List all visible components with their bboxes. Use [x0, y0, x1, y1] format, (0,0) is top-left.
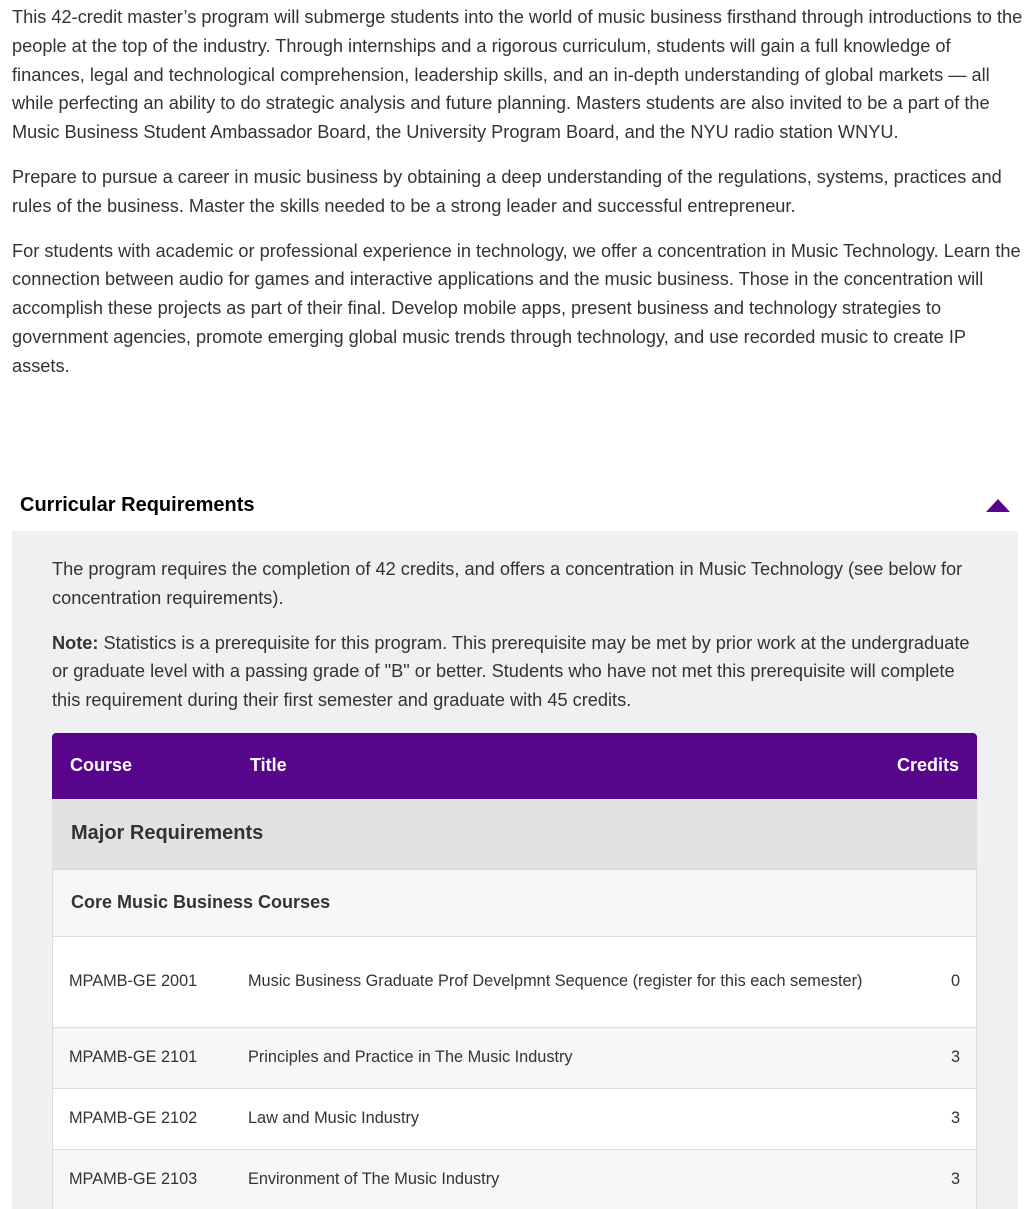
course-code[interactable]	[52, 937, 232, 1028]
intro-paragraph: For students with academic or professional experience in technology, we offer a concentration in Music Technology. Learn the connection between audio for games and interactive applications and the music business. Those in the concentration will accomplish these projects as part of their final. Develop mobile apps, present business and technology strategies to government agencies, promote emerging global music trends through technology, and use recorded music to create IP assets.	[12, 240, 1021, 376]
area-header-row	[52, 799, 977, 870]
course-title: Principles and Practice in The Music Industry	[232, 1028, 879, 1089]
course-credits: 3	[879, 1028, 977, 1089]
course-credits: 3	[879, 1150, 977, 1209]
title-column-header: Title	[232, 733, 879, 799]
course-code[interactable]	[52, 1150, 232, 1209]
intro-paragraph: This 42-credit master’s program will submerge students into the world of music business firsthand through introductions to the people at the top of the industry. Through internships and a rigorous curriculum, students will gain a full knowledge of finances, legal and technological comprehension, leadership skills, and an in-depth understanding of global markets — all while perfecting an ability to do strategic analysis and future planning. Masters students are also invited to be a part of the Music Business Student Ambassador Board, the University Program Board, and the NYU radio station WNYU.	[12, 7, 1023, 143]
table-row	[52, 1028, 977, 1089]
table-header-row	[52, 733, 977, 799]
requirements-description: The program requires the completion of 42 credits, and offers a concentration in Music Technology (see below for concentration requirements).	[52, 559, 963, 608]
course-title: Environment of The Music Industry	[232, 1150, 879, 1209]
prerequisite-note	[52, 629, 978, 715]
course-link[interactable]: MPAMB-GE 2101	[69, 1048, 198, 1067]
course-link[interactable]: MPAMB-GE 2102	[69, 1109, 198, 1128]
table-row	[52, 1089, 977, 1150]
table-row	[52, 1150, 977, 1209]
note-label: Note:	[52, 632, 99, 653]
program-intro	[12, 3, 1024, 397]
course-title: Law and Music Industry	[232, 1089, 879, 1150]
table-row	[52, 937, 977, 1028]
caret-up-icon[interactable]	[986, 499, 1010, 512]
course-code[interactable]	[52, 1089, 232, 1150]
course-code[interactable]	[52, 1028, 232, 1089]
accordion-title: Curricular Requirements	[20, 493, 255, 516]
note-text: Statistics is a prerequisite for this program. This prerequisite may be met by prior work at the undergraduate or graduate level with a passing grade of "B" or better. Students who have not met this prerequisite will complete this requirement during their first semester and graduate with 45 credits.	[52, 632, 970, 711]
curricular-requirements-toggle[interactable]	[12, 480, 1018, 530]
course-title: Music Business Graduate Prof Develpmnt Sequence (register for this each semester)	[232, 937, 879, 1028]
area-subheader: Core Music Business Courses	[52, 870, 977, 937]
course-link[interactable]: MPAMB-GE 2001	[69, 972, 198, 991]
course-credits: 0	[879, 937, 977, 1028]
curricular-requirements-panel	[12, 531, 1018, 1209]
area-subheader-row	[52, 870, 977, 937]
intro-paragraph: Prepare to pursue a career in music business by obtaining a deep understanding of the regulations, systems, practices and rules of the business. Master the skills needed to be a strong leader and successful entrepreneur.	[12, 166, 1002, 216]
credits-column-header: Credits	[879, 733, 977, 799]
course-column-header: Course	[52, 733, 232, 799]
course-table	[52, 733, 977, 1209]
course-credits: 3	[879, 1089, 977, 1150]
area-header: Major Requirements	[52, 799, 977, 870]
course-link[interactable]: MPAMB-GE 2103	[69, 1170, 198, 1189]
